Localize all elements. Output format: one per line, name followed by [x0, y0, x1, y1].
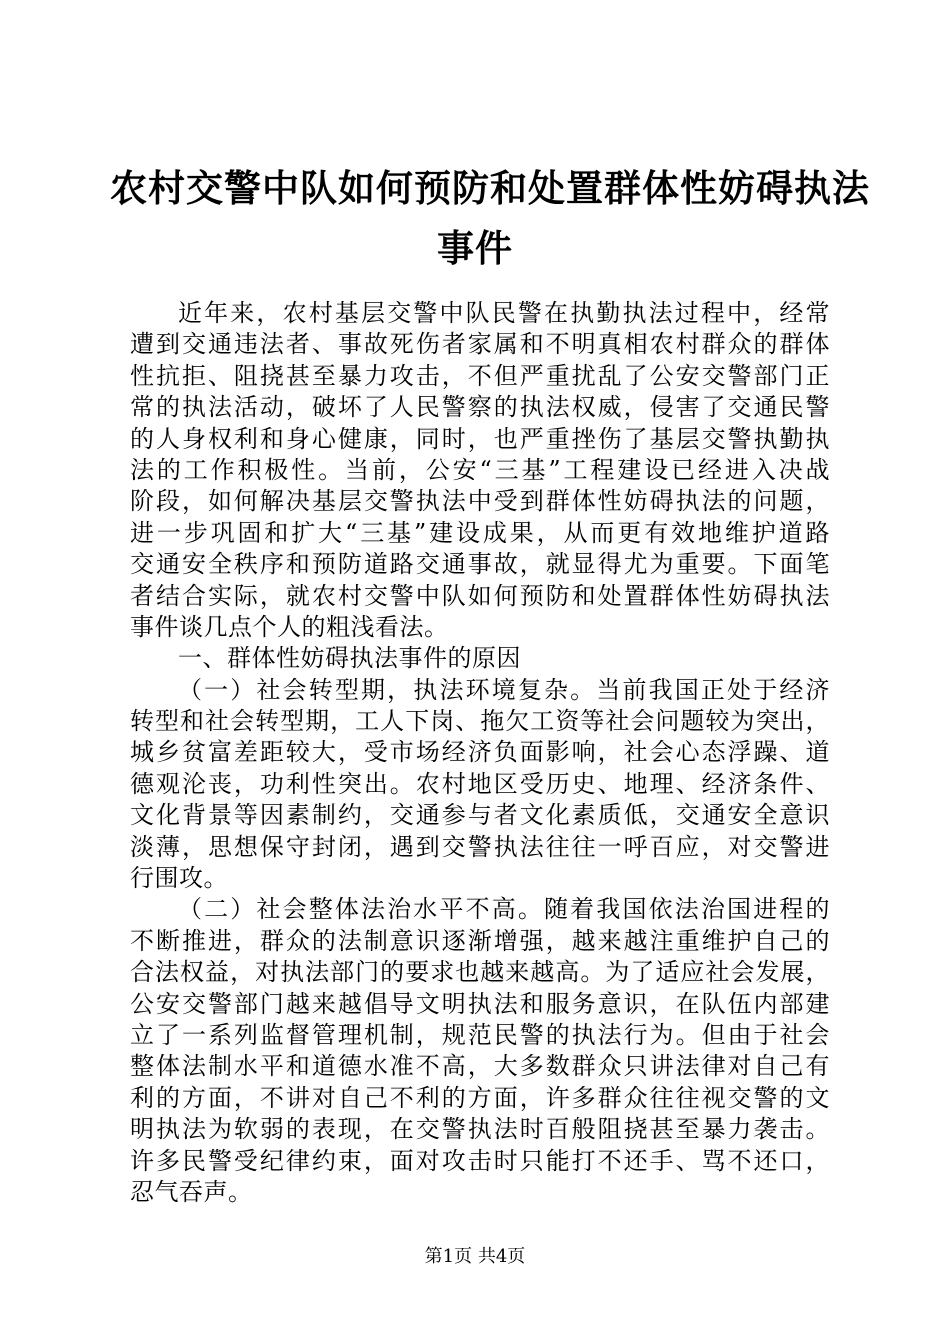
body-line: 转型和社会转型期，工人下岗、拖欠工资等社会问题较为突出，	[130, 707, 830, 736]
body-line: 者结合实际，就农村交警中队如何预防和处置群体性妨碍执法	[130, 581, 830, 610]
body-line: 事件谈几点个人的粗浅看法。	[130, 612, 449, 641]
body-line: 遭到交通违法者、事故死伤者家属和不明真相农村群众的群体	[130, 330, 830, 359]
body-line: 明执法为软弱的表现，在交警执法时百般阻挠甚至暴力袭击。	[130, 1115, 830, 1144]
document-title-line-2: 事件	[437, 226, 513, 270]
body-line: 淡薄，思想保守封闭，遇到交警执法往往一呼百应，对交警进	[130, 832, 830, 861]
body-line: 阶段，如何解决基层交警执法中受到群体性妨碍执法的问题，	[130, 487, 830, 516]
page-footer: 第1页 共4页	[424, 1246, 526, 1267]
body-line: 公安交警部门越来越倡导文明执法和服务意识，在队伍内部建	[130, 989, 830, 1018]
body-line: 交通安全秩序和预防道路交通事故，就显得尤为重要。下面笔	[130, 550, 830, 579]
body-line: 进一步巩固和扩大“三基”建设成果，从而更有效地维护道路	[130, 518, 830, 547]
body-line: （一）社会转型期，执法环境复杂。当前我国正处于经济	[178, 675, 830, 704]
body-line: 法的工作积极性。当前，公安“三基”工程建设已经进入决战	[130, 455, 830, 484]
section-heading: 一、群体性妨碍执法事件的原因	[178, 644, 521, 673]
body-line: （二）社会整体法治水平不高。随着我国依法治国进程的	[178, 895, 830, 924]
body-line: 许多民警受纪律约束，面对攻击时只能打不还手、骂不还口，	[130, 1146, 830, 1175]
body-line: 性抗拒、阻挠甚至暴力攻击，不但严重扰乱了公安交警部门正	[130, 361, 830, 390]
body-line: 合法权益，对执法部门的要求也越来越高。为了适应社会发展，	[130, 958, 830, 987]
body-line: 德观沦丧，功利性突出。农村地区受历史、地理、经济条件、	[130, 769, 830, 798]
body-line: 整体法制水平和道德水准不高，大多数群众只讲法律对自己有	[130, 1052, 830, 1081]
body-line: 不断推进，群众的法制意识逐渐增强，越来越注重维护自己的	[130, 926, 830, 955]
body-line: 的人身权利和身心健康，同时，也严重挫伤了基层交警执勤执	[130, 424, 830, 453]
body-line: 行围攻。	[130, 864, 228, 893]
body-line: 常的执法活动，破坏了人民警察的执法权威，侵害了交通民警	[130, 393, 830, 422]
body-line: 近年来，农村基层交警中队民警在执勤执法过程中，经常	[178, 299, 830, 327]
body-line: 忍气吞声。	[130, 1177, 253, 1206]
body-line: 立了一系列监督管理机制，规范民警的执法行为。但由于社会	[130, 1020, 830, 1049]
body-line: 文化背景等因素制约，交通参与者文化素质低，交通安全意识	[130, 801, 830, 830]
body-line: 城乡贫富差距较大，受市场经济负面影响，社会心态浮躁、道	[130, 738, 830, 767]
document-title-line-1: 农村交警中队如何预防和处置群体性妨碍执法	[110, 166, 870, 210]
body-line: 利的方面，不讲对自己不利的方面，许多群众往往视交警的文	[130, 1083, 830, 1112]
document-body	[130, 298, 830, 1208]
